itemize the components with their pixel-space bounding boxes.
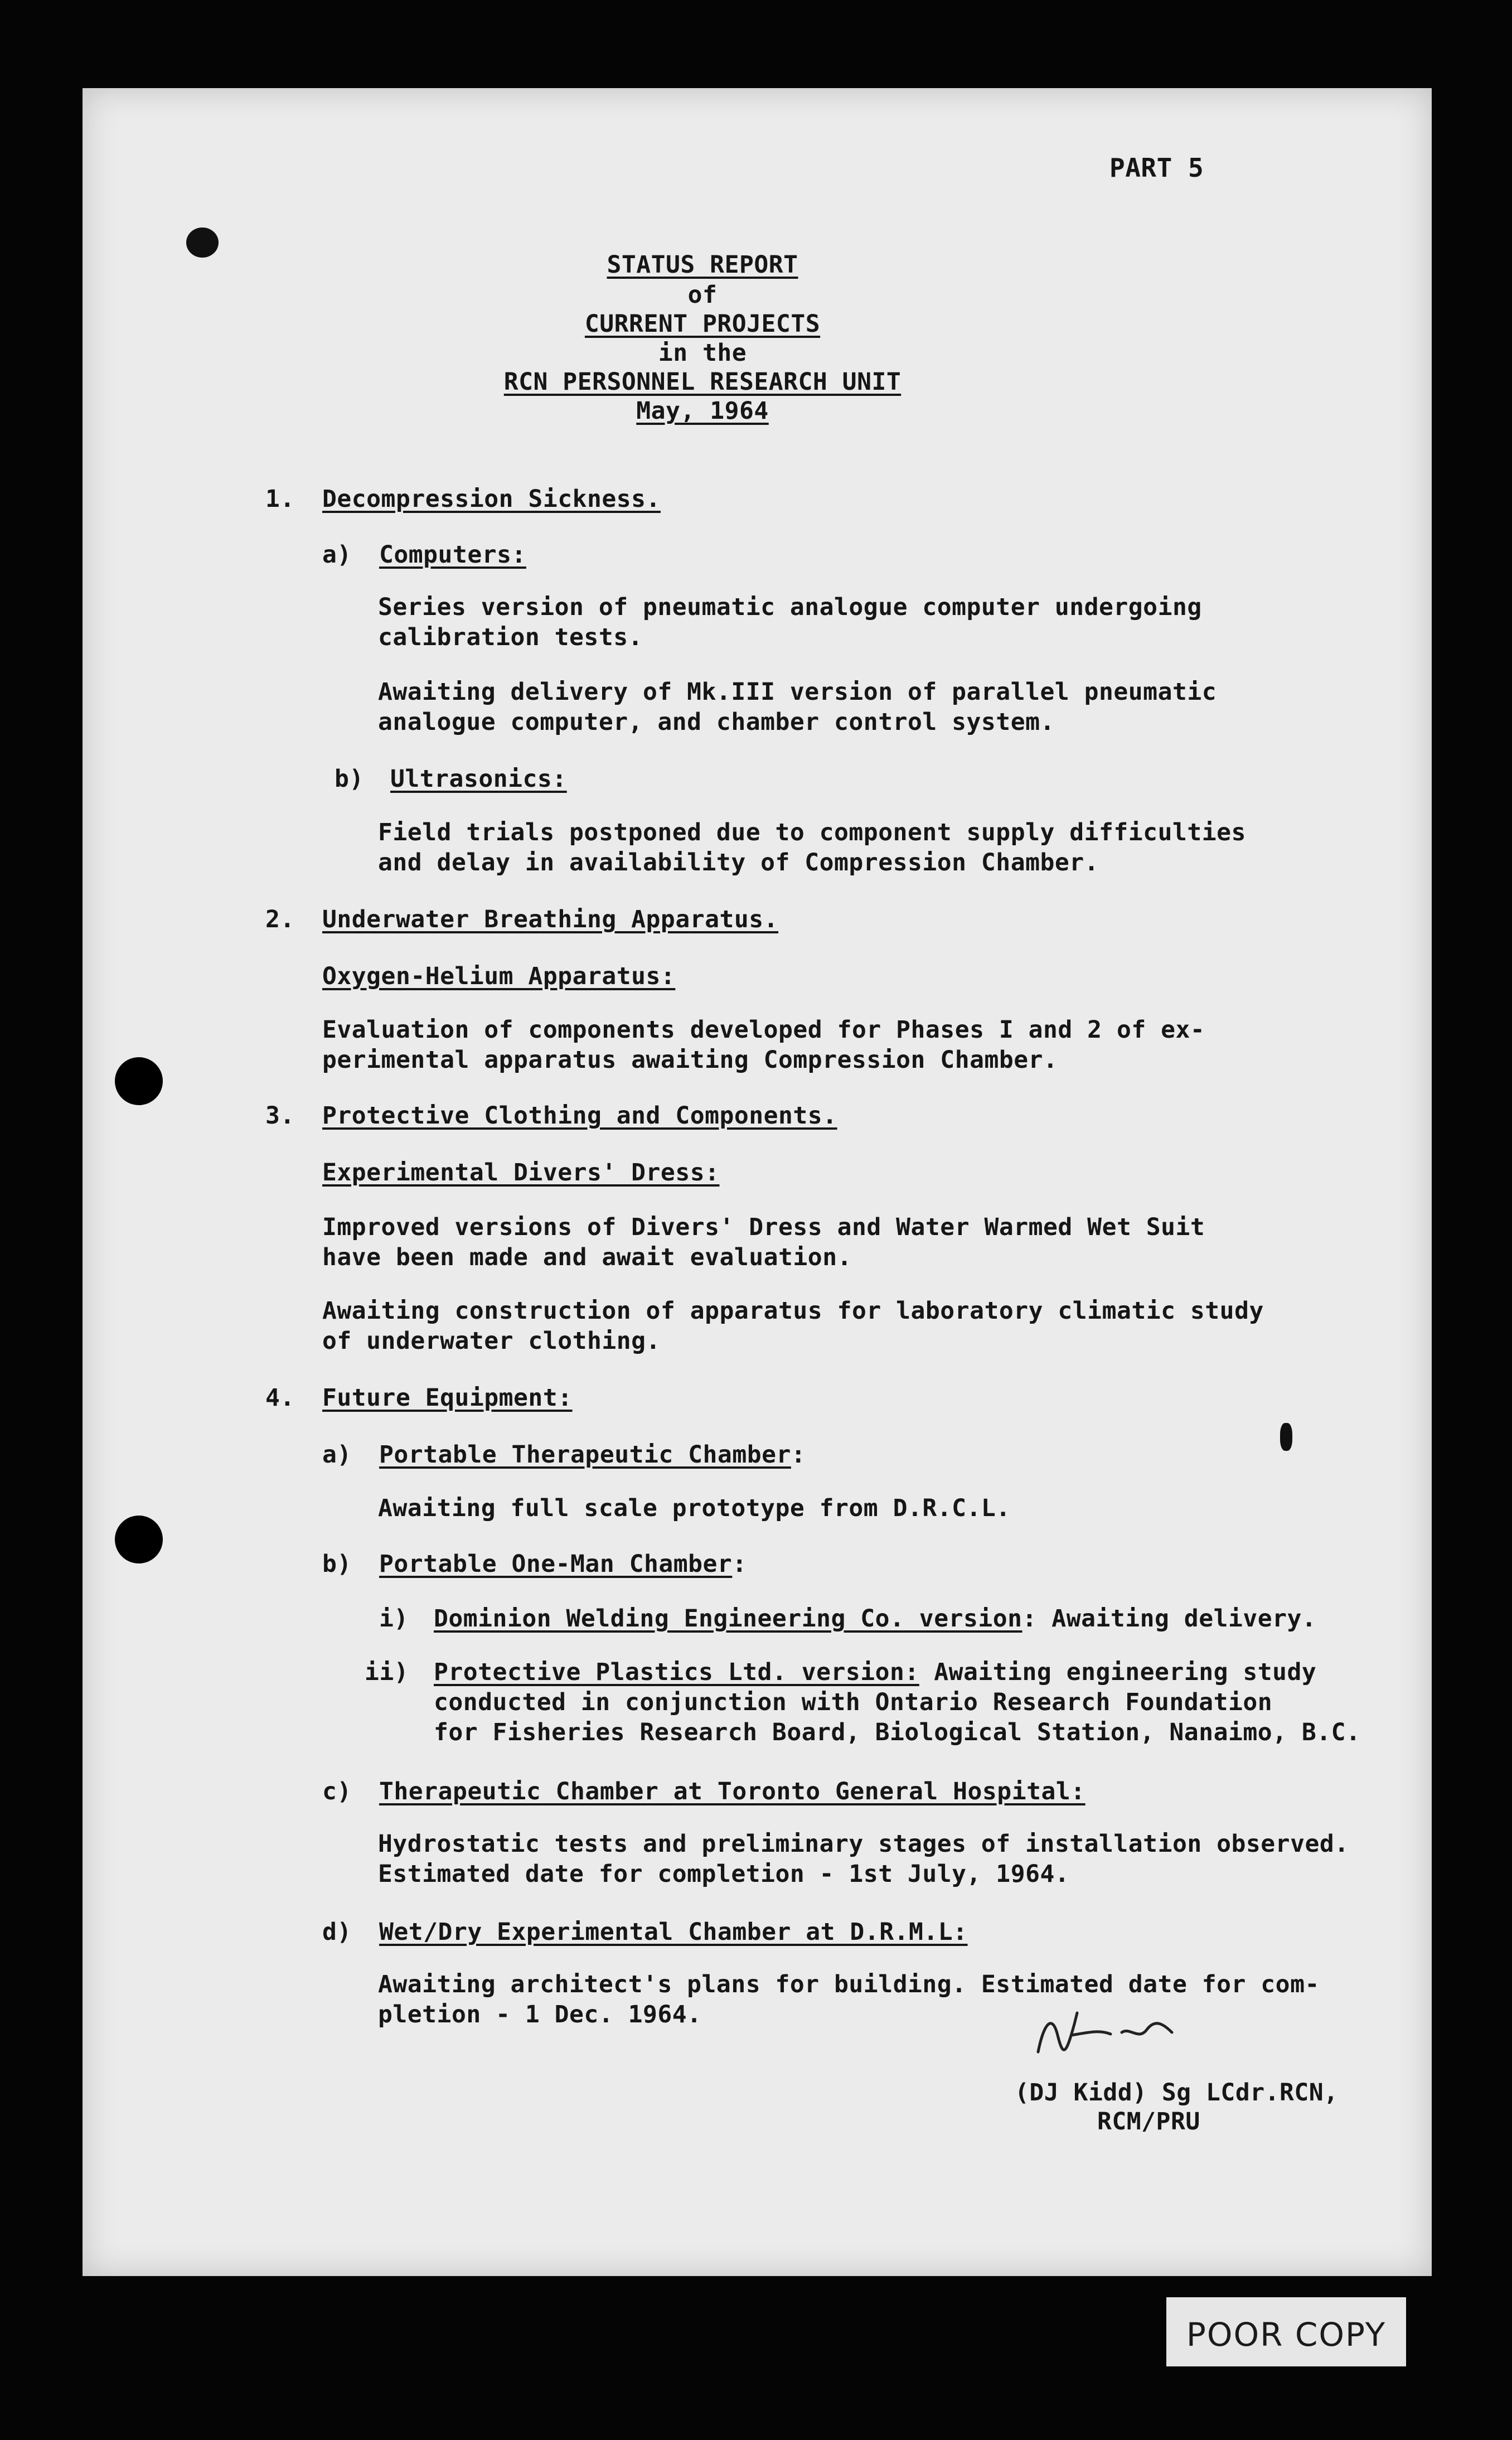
title-status-report: STATUS REPORT: [607, 251, 798, 279]
section-2-subheading: Oxygen-Helium Apparatus:: [322, 962, 676, 990]
section-4c-label: c): [322, 1778, 352, 1805]
section-4b-heading-text: Portable One-Man Chamber: [379, 1550, 733, 1578]
section-1b-p1-line1: Field trials postponed due to component supply difficulties: [378, 819, 1246, 846]
handwritten-signature: [1027, 2002, 1194, 2063]
section-3-p2-line2: of underwater clothing.: [322, 1327, 661, 1355]
section-1-number: 1.: [265, 485, 295, 513]
section-4a-colon: :: [791, 1441, 806, 1469]
title-in-the: in the: [658, 339, 747, 367]
punch-hole-top: [115, 1057, 163, 1105]
section-4bi-label: i): [379, 1605, 409, 1633]
section-1b-p1-line2: and delay in availability of Compression Chamber.: [378, 849, 1099, 877]
section-4b-heading: [379, 1548, 747, 1580]
section-4bi-heading: Dominion Welding Engineering Co. version: [434, 1605, 1022, 1633]
section-3-subheading: Experimental Divers' Dress:: [322, 1159, 720, 1187]
section-4bii-line1: [434, 1656, 1316, 1688]
section-4d-p1-line1: Awaiting architect's plans for building. Estimated date for com-: [378, 1971, 1320, 1998]
section-3-heading: Protective Clothing and Components.: [322, 1102, 837, 1130]
section-4bii-text-1: Awaiting engineering study: [934, 1658, 1317, 1686]
section-4-heading: Future Equipment:: [322, 1384, 573, 1412]
section-4bi-text: : Awaiting delivery.: [1022, 1605, 1317, 1633]
signature-unit: RCM/PRU: [1097, 2108, 1200, 2136]
section-4bii-line3: for Fisheries Research Board, Biological Station, Nanaimo, B.C.: [434, 1718, 1361, 1746]
ink-blot: [186, 227, 219, 258]
section-1a-p2-line1: Awaiting delivery of Mk.III version of parallel pneumatic: [378, 678, 1217, 706]
section-4bii-heading: Protective Plastics Ltd. version:: [434, 1658, 919, 1686]
section-3-number: 3.: [265, 1102, 295, 1130]
section-4b-colon: :: [732, 1550, 747, 1578]
signature-scribble: [1027, 2002, 1194, 2063]
section-4a-heading-text: Portable Therapeutic Chamber: [379, 1441, 791, 1469]
section-4c-p1-line1: Hydrostatic tests and preliminary stages of installation observed.: [378, 1830, 1349, 1858]
section-2-number: 2.: [265, 906, 295, 933]
section-2-p1-line1: Evaluation of components developed for Phases I and 2 of ex-: [322, 1016, 1205, 1044]
ink-mark: [1280, 1423, 1292, 1451]
section-4b-label: b): [322, 1550, 352, 1578]
title-date: May, 1964: [636, 397, 769, 425]
section-4-number: 4.: [265, 1384, 295, 1412]
signature-name: (DJ Kidd) Sg LCdr.RCN,: [1015, 2079, 1339, 2107]
poor-copy-text: POOR COPY: [1186, 2316, 1387, 2354]
section-1a-p1-line2: calibration tests.: [378, 623, 643, 651]
section-3-p2-line1: Awaiting construction of apparatus for laboratory climatic study: [322, 1297, 1264, 1325]
title-unit: RCN PERSONNEL RESEARCH UNIT: [503, 368, 902, 396]
section-1a-label: a): [322, 541, 352, 569]
section-2-heading: Underwater Breathing Apparatus.: [322, 906, 779, 933]
section-4d-heading: Wet/Dry Experimental Chamber at D.R.M.L:: [379, 1918, 968, 1946]
section-1a-heading: Computers:: [379, 541, 526, 569]
section-4a-label: a): [322, 1441, 352, 1469]
section-4bii-line2: conducted in conjunction with Ontario Research Foundation: [434, 1688, 1273, 1716]
section-1-heading-text: Decompression Sickness.: [322, 485, 661, 513]
section-2-p1-line2: perimental apparatus awaiting Compression Chamber.: [322, 1046, 1058, 1074]
section-3-p1-line2: have been made and await evaluation.: [322, 1243, 852, 1271]
section-4c-p1-line2: Estimated date for completion - 1st July, 1964.: [378, 1860, 1070, 1888]
title-of: of: [687, 281, 718, 309]
section-4a-p1: Awaiting full scale prototype from D.R.C.L.: [378, 1494, 1011, 1522]
section-1b-label: b): [335, 765, 364, 793]
part-label: PART 5: [1109, 153, 1204, 183]
section-1-heading: [322, 483, 661, 515]
section-4d-p1-line2: pletion - 1 Dec. 1964.: [378, 2001, 702, 2029]
punch-hole-bottom: [115, 1516, 163, 1563]
section-4a-heading: [379, 1439, 806, 1471]
title-current-projects: CURRENT PROJECTS: [584, 310, 821, 338]
section-4bii-label: ii): [365, 1658, 409, 1686]
section-1b-heading: Ultrasonics:: [390, 765, 567, 793]
section-3-p1-line1: Improved versions of Divers' Dress and Water Warmed Wet Suit: [322, 1213, 1205, 1241]
section-4d-label: d): [322, 1918, 352, 1946]
section-4c-heading: Therapeutic Chamber at Toronto General Hospital:: [379, 1778, 1085, 1805]
section-1a-p1-line1: Series version of pneumatic analogue computer undergoing: [378, 593, 1202, 621]
section-4bi-line: [434, 1603, 1316, 1635]
poor-copy-stamp: [1166, 2297, 1406, 2366]
section-1a-p2-line2: analogue computer, and chamber control system.: [378, 708, 1055, 736]
